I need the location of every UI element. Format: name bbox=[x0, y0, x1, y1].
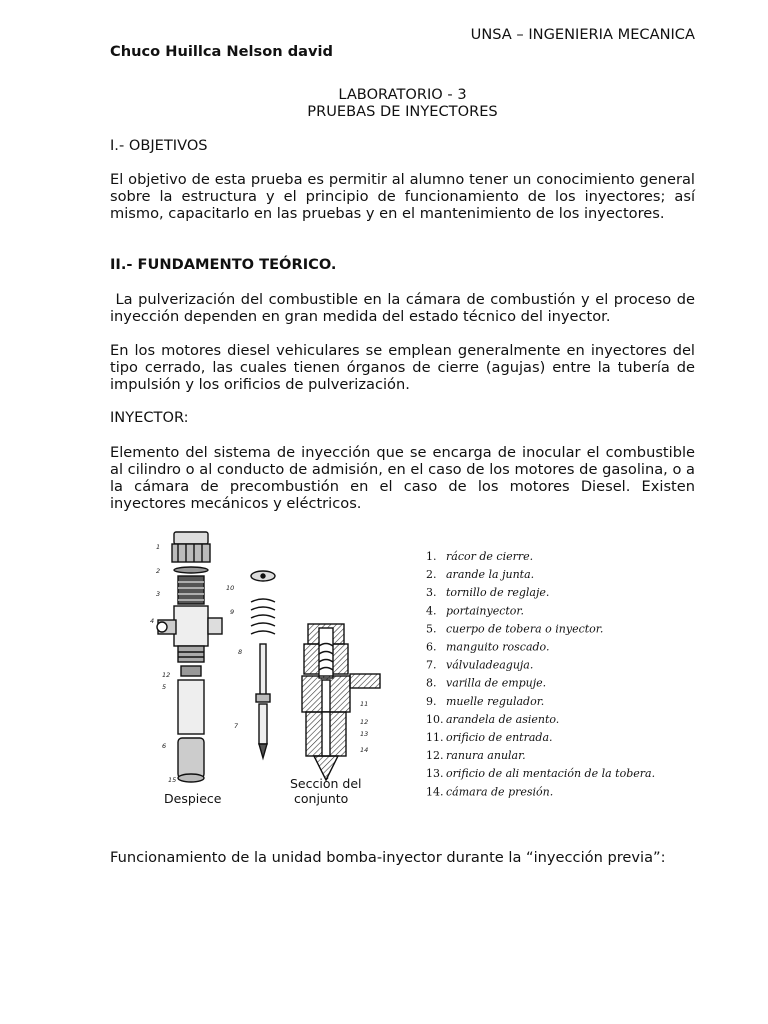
lab-title: LABORATORIO - 3 bbox=[338, 86, 467, 103]
part-label: 1 bbox=[156, 543, 161, 551]
legend-item-text: arandela de asiento. bbox=[446, 712, 560, 726]
legend-item-text: manguito roscado. bbox=[446, 640, 550, 654]
lab-subtitle: PRUEBAS DE INYECTORES bbox=[307, 103, 498, 120]
legend-item-text: cámara de presión. bbox=[446, 785, 554, 799]
injector-diagram bbox=[148, 524, 656, 812]
legend-item-text: cuerpo de tobera o inyector. bbox=[446, 622, 604, 636]
legend-item-number: 9. bbox=[426, 694, 437, 708]
legend-item-number: 7. bbox=[426, 658, 437, 672]
part-label: 15 bbox=[168, 776, 177, 784]
part-label: 11 bbox=[360, 700, 369, 708]
legend-item-number: 5. bbox=[426, 622, 437, 636]
legend-item-number: 12. bbox=[426, 749, 444, 763]
footer-paragraph: Funcionamiento de la unidad bomba-inyector durante la “inyección previa”: bbox=[110, 849, 666, 866]
theory-heading: II.- FUNDAMENTO TEÓRICO. bbox=[110, 256, 337, 273]
objectives-heading: I.- OBJETIVOS bbox=[110, 137, 208, 154]
part-label: 12 bbox=[360, 718, 369, 726]
part-label: 12 bbox=[162, 671, 171, 679]
legend-item-text: rácor de cierre. bbox=[446, 550, 534, 563]
legend-item-text: varilla de empuje. bbox=[446, 676, 547, 690]
legend-item-number: 6. bbox=[426, 640, 437, 654]
part-label: 6 bbox=[162, 742, 167, 750]
legend-item-text: orificio de ali mentación de la tobera. bbox=[446, 767, 656, 781]
legend-item-number: 10. bbox=[426, 712, 444, 726]
caption-section-line2: conjunto bbox=[294, 791, 349, 806]
legend-item-number: 4. bbox=[426, 604, 437, 618]
legend-item-number: 13. bbox=[426, 767, 444, 781]
legend-item-text: portainyector. bbox=[446, 604, 524, 618]
legend-item-number: 2. bbox=[426, 568, 437, 582]
legend-item-number: 1. bbox=[426, 550, 437, 563]
legend-item-number: 11. bbox=[426, 731, 444, 744]
legend-item-number: 3. bbox=[426, 586, 437, 600]
part-label: 9 bbox=[230, 608, 235, 616]
legend-item-text: tornillo de reglaje. bbox=[446, 586, 550, 600]
legend-item-number: 8. bbox=[426, 676, 437, 690]
legend-item-text: muelle regulador. bbox=[446, 694, 545, 708]
caption-section-line1: Sección del bbox=[290, 776, 362, 791]
part-label: 7 bbox=[234, 722, 239, 730]
part-label: 2 bbox=[156, 567, 161, 575]
part-label: 14 bbox=[360, 746, 369, 754]
part-label: 3 bbox=[156, 590, 161, 598]
part-label: 13 bbox=[360, 730, 369, 738]
institution-header: UNSA – INGENIERIA MECANICA bbox=[470, 26, 695, 43]
injector-label: INYECTOR: bbox=[110, 409, 189, 426]
part-label: 8 bbox=[238, 648, 243, 656]
injector-paragraph: Elemento del sistema de inyección que se encarga de inocular el combustible al cilindro o al conducto de admisión, en el caso de los motores de gasolina, o a la cámara de precombustión en el caso de los motores Diesel. Existen inyectores mecánicos y eléctricos. bbox=[110, 444, 695, 512]
theory-paragraph-2: En los motores diesel vehiculares se emplean generalmente en inyectores del tipo cerrado, las cuales tienen órganos de cierre (agujas) entre la tubería de impulsión y los orificios de pulverización. bbox=[110, 342, 695, 393]
legend-item-text: arande la junta. bbox=[446, 568, 535, 582]
author-name: Chuco Huillca Nelson david bbox=[110, 43, 333, 60]
objectives-paragraph: El objetivo de esta prueba es permitir al alumno tener un conocimiento general sobre la estructura y el principio de funcionamiento de los inyectores; así mismo, capacitarlo en las pruebas y en el mantenimiento de los inyectores. bbox=[110, 171, 695, 222]
part-label: 5 bbox=[162, 683, 167, 691]
part-label: 10 bbox=[226, 584, 235, 592]
legend-item-text: válvuladeaguja. bbox=[446, 658, 534, 672]
legend-item-text: orificio de entrada. bbox=[446, 731, 553, 744]
injector-figure bbox=[148, 524, 656, 812]
legend-item-text: ranura anular. bbox=[446, 749, 526, 763]
part-label: 4 bbox=[150, 617, 155, 625]
caption-despiece: Despiece bbox=[164, 791, 222, 806]
theory-paragraph-1: La pulverización del combustible en la cámara de combustión y el proceso de inyección dependen en gran medida del estado técnico del inyector. bbox=[110, 291, 700, 325]
legend-item-number: 14. bbox=[426, 785, 444, 799]
